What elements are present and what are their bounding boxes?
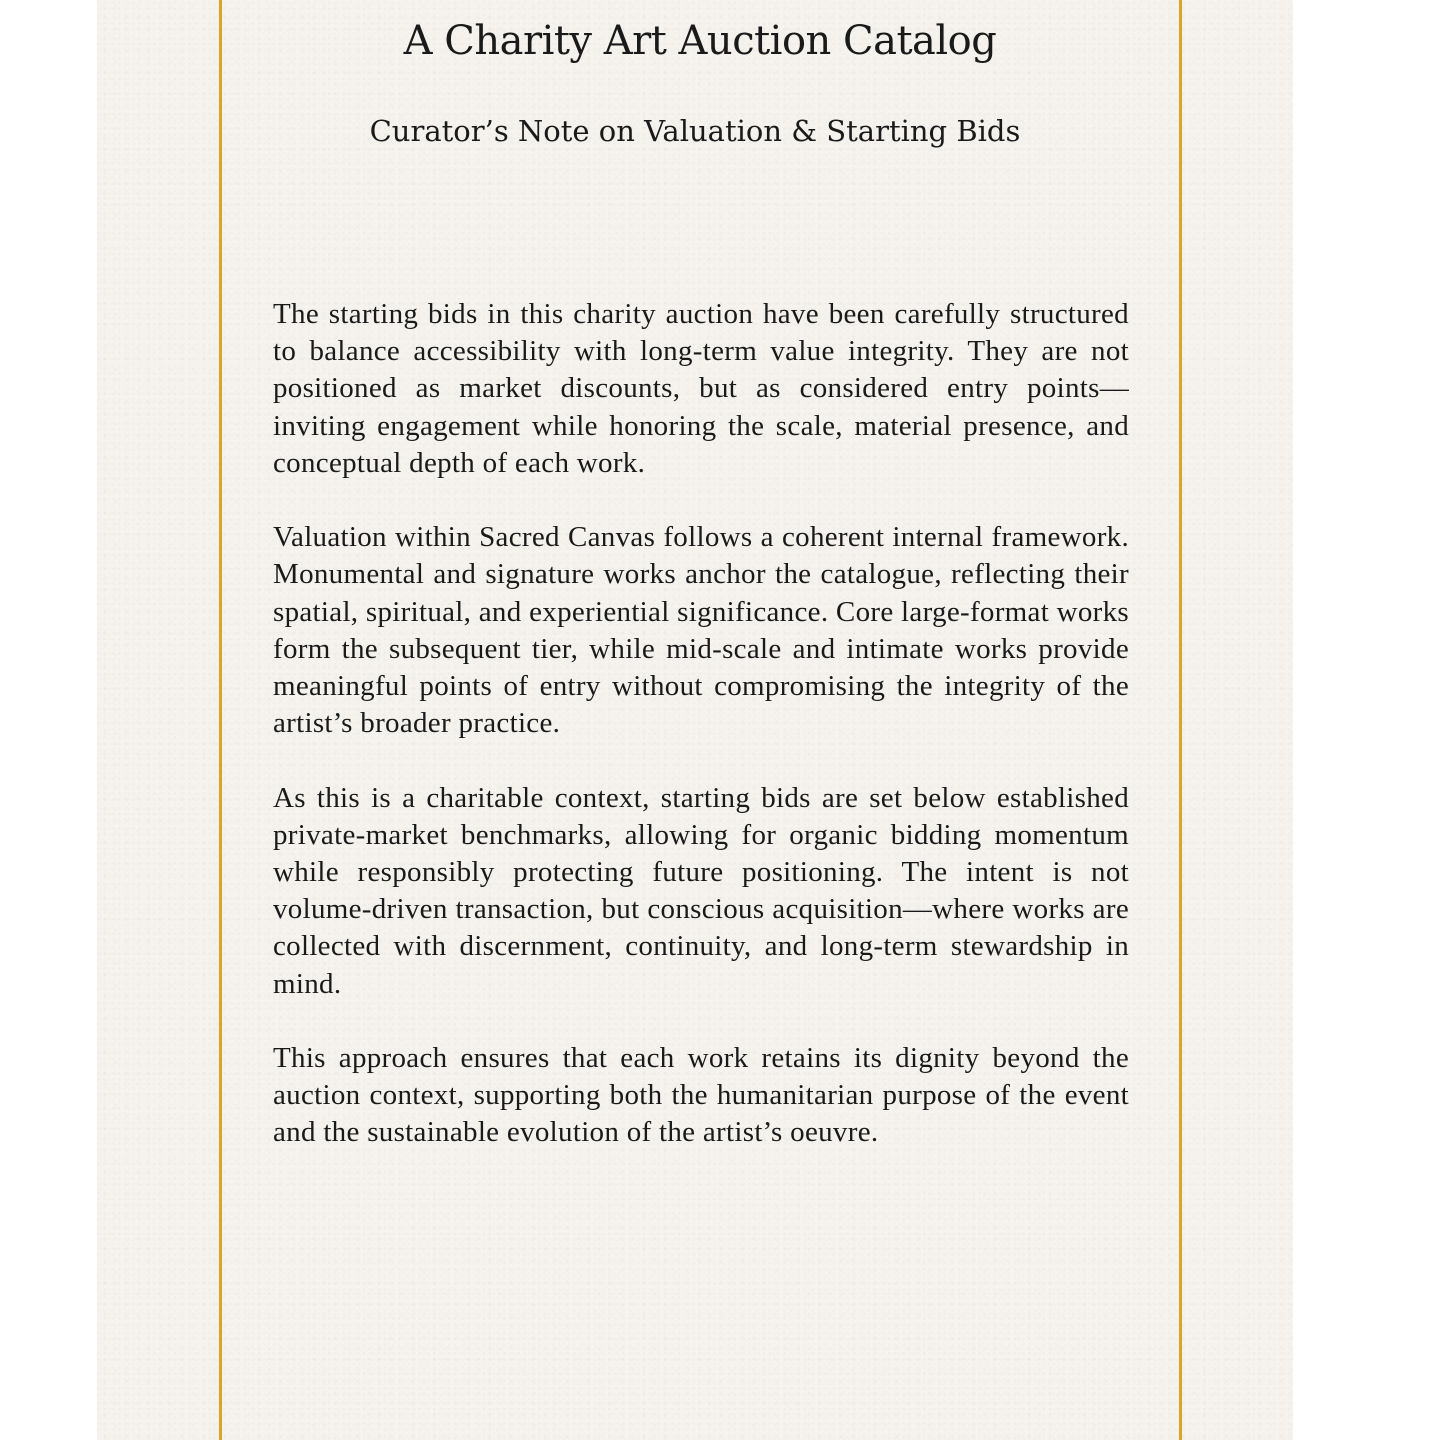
left-gold-border (219, 0, 222, 1440)
paragraph-3: As this is a charitable context, starting bids are set below established private-market benchmarks, allowing for organic bidding momentum while responsibly protecting future positioning. The intent is not volume-driven transaction, but conscious acquisition—where works are collected with discernment, continuity, and long-term stewardship in mind. (273, 781, 1129, 1000)
catalog-page (97, 0, 1293, 1440)
page-title: A Charity Art Auction Catalog (403, 18, 997, 64)
right-gold-border (1179, 0, 1182, 1440)
paragraph-2: Valuation within Sacred Canvas follows a coherent internal framework. Monumental and signature works anchor the catalogue, reflecting their spatial, spiritual, and experiential significance. Core large-format works form the subsequent tier, while mid-scale and intimate works provide meaningful points of entry without compromising the integrity of the artist’s broader practice. (273, 521, 1129, 740)
curator-note-body (273, 296, 1129, 1189)
paragraph-1: The starting bids in this charity auction have been carefully structured to balance accessibility with long-term value integrity. They are not positioned as market discounts, but as considered entry points—inviting engagement while honoring the scale, material presence, and conceptual depth of each work. (273, 298, 1129, 479)
page-subtitle: Curator’s Note on Valuation & Starting Bids (369, 114, 1021, 148)
paragraph-4: This approach ensures that each work retains its dignity beyond the auction context, supporting both the humanitarian purpose of the event and the sustainable evolution of the artist’s oeuvre. (273, 1042, 1129, 1149)
